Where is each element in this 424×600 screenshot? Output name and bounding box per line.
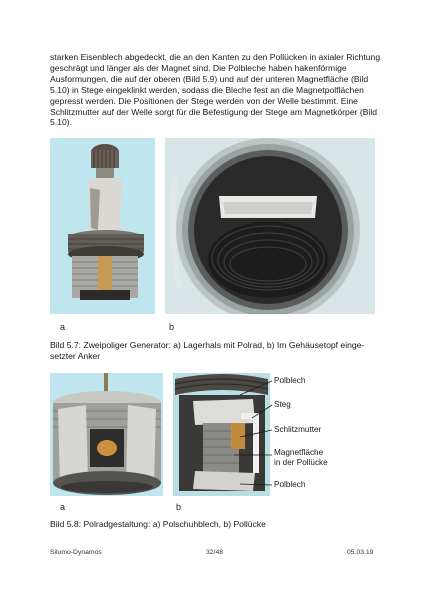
callout-steg: Steg	[274, 400, 291, 409]
photo-pole-shoe-sheet	[50, 373, 163, 496]
figure-5-7-caption-line1: Bild 5.7: Zweipoliger Generator: a) Lagerhals mit Polrad, b) Im Gehäusetopf einge-	[50, 340, 365, 350]
callout-polblech-top: Polblech	[274, 376, 306, 385]
figure-5-7-label-a: a	[60, 322, 66, 332]
figure-5-8-caption: Bild 5.8: Polradgestaltung: a) Polschuhblech, b) Pollücke	[50, 519, 266, 529]
callout-in-der-polluecke: in der Pollücke	[274, 458, 328, 467]
figure-5-7-caption	[50, 340, 390, 362]
footer-page-number: 32/48	[206, 549, 224, 556]
photo-bearing-neck	[50, 138, 155, 314]
figure-5-8-label-b: b	[176, 502, 182, 512]
footer-left: Silumo-Dynamos	[50, 549, 102, 556]
footer-date: 05.03.19	[347, 549, 374, 556]
body-paragraph: starken Eisenblech abgedeckt, die an den Kanten zu den Pollücken in axialer Richtung geschrägt und länger als der Magnet sind. Die Polbleche haben hakenförmige Ausformungen, die auf der oberen (Bild 5.9) und auf der unteren Magnetfläche (Bild 5.10) in Stege eingeklinkt werden, sodass die Bleche fest an die Magnetpolflächen gepresst werden. Die Positionen der Stege werden von der Welle bestimmt. Eine Schlitzmutter auf der Welle sorgt für die Befestigung der Stege am Magnetkörper (Bild 5.10).	[50, 52, 381, 128]
photo-armature-housing	[165, 138, 375, 314]
callout-schlitzmutter: Schlitzmutter	[274, 425, 322, 434]
figure-5-7-caption-line2: setzter Anker	[50, 351, 101, 361]
figure-5-7-label-b: b	[169, 322, 175, 332]
figure-5-8-label-a: a	[60, 502, 66, 512]
callout-magnetflaeche: Magnetfläche	[274, 448, 324, 457]
callout-polblech-bottom: Polblech	[274, 480, 306, 489]
photo-pole-gap	[173, 373, 270, 496]
